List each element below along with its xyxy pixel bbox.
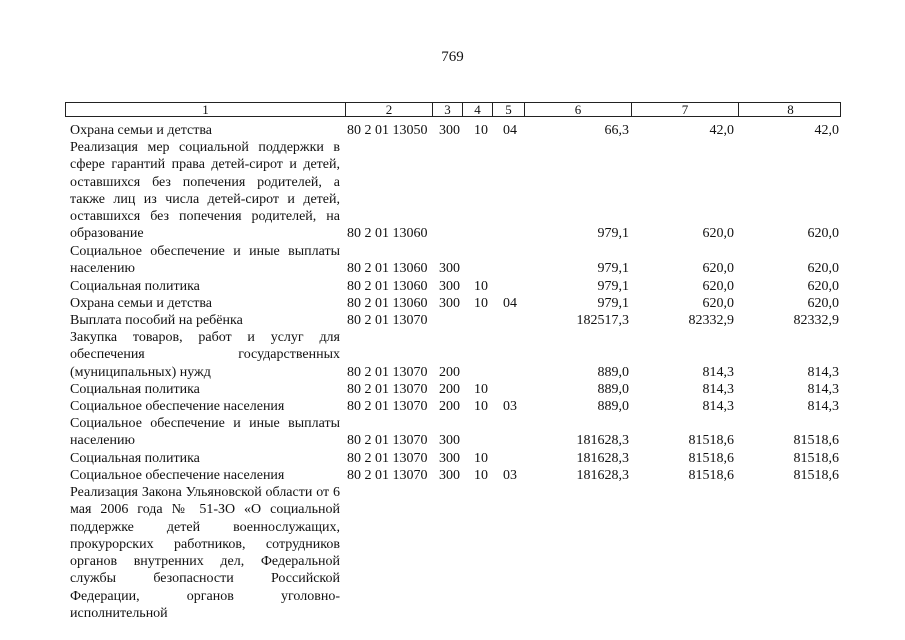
row-vr: 300 bbox=[439, 279, 460, 294]
row-name: Социальное обеспечение населения bbox=[70, 468, 285, 483]
row-code: 80 2 01 13060 bbox=[347, 279, 428, 294]
row-vr: 200 bbox=[439, 365, 460, 380]
row-name: Закупка товаров, работ и услуг для обеспечения государственных (муниципальных) нужд bbox=[70, 330, 340, 380]
header-col-6: 6 bbox=[525, 103, 632, 116]
row-vr: 300 bbox=[439, 296, 460, 311]
row-col8: 620,0 bbox=[807, 261, 839, 276]
table-body bbox=[0, 122, 905, 622]
row-col8: 620,0 bbox=[807, 279, 839, 294]
row-vr: 300 bbox=[439, 451, 460, 466]
row-name: Социальная политика bbox=[70, 382, 200, 397]
row-pr: 03 bbox=[503, 399, 517, 414]
row-col8: 620,0 bbox=[807, 226, 839, 241]
row-vr: 300 bbox=[439, 433, 460, 448]
row-rz: 10 bbox=[474, 382, 488, 397]
row-name: Социальное обеспечение населения bbox=[70, 399, 285, 414]
row-code: 80 2 01 13070 bbox=[347, 365, 428, 380]
table-row bbox=[0, 243, 905, 278]
row-col8: 620,0 bbox=[807, 296, 839, 311]
table-row bbox=[0, 398, 905, 415]
row-col7: 620,0 bbox=[702, 261, 734, 276]
table-row bbox=[0, 278, 905, 295]
row-rz: 10 bbox=[474, 279, 488, 294]
table-row bbox=[0, 122, 905, 139]
row-col6: 889,0 bbox=[597, 382, 629, 397]
row-rz: 10 bbox=[474, 123, 488, 138]
row-col8: 81518,6 bbox=[793, 468, 839, 483]
header-col-1: 1 bbox=[66, 103, 346, 116]
table-row bbox=[0, 467, 905, 484]
table-header bbox=[65, 102, 841, 117]
row-vr: 300 bbox=[439, 468, 460, 483]
row-col6: 182517,3 bbox=[576, 313, 629, 328]
row-name: Выплата пособий на ребёнка bbox=[70, 313, 243, 328]
table-row bbox=[0, 415, 905, 450]
table-row bbox=[0, 139, 905, 243]
header-col-5: 5 bbox=[493, 103, 525, 116]
row-col7: 814,3 bbox=[702, 382, 734, 397]
row-col6: 979,1 bbox=[597, 226, 629, 241]
header-col-8: 8 bbox=[787, 102, 794, 117]
row-code: 80 2 01 13060 bbox=[347, 226, 428, 241]
row-col6: 66,3 bbox=[604, 123, 629, 138]
row-name: Охрана семьи и детства bbox=[70, 296, 212, 311]
row-vr: 200 bbox=[439, 399, 460, 414]
row-vr: 200 bbox=[439, 382, 460, 397]
row-col7: 814,3 bbox=[702, 365, 734, 380]
row-col6: 181628,3 bbox=[576, 433, 629, 448]
row-col8: 814,3 bbox=[807, 382, 839, 397]
row-col7: 81518,6 bbox=[688, 451, 734, 466]
table-row bbox=[0, 484, 905, 622]
row-name: Социальная политика bbox=[70, 279, 200, 294]
row-col7: 620,0 bbox=[702, 279, 734, 294]
row-pr: 04 bbox=[503, 296, 517, 311]
row-code: 80 2 01 13070 bbox=[347, 313, 428, 328]
row-col6: 979,1 bbox=[597, 296, 629, 311]
row-code: 80 2 01 13060 bbox=[347, 296, 428, 311]
row-code: 80 2 01 13070 bbox=[347, 468, 428, 483]
row-vr: 300 bbox=[439, 261, 460, 276]
row-rz: 10 bbox=[474, 468, 488, 483]
row-col7: 81518,6 bbox=[688, 468, 734, 483]
row-name: Социальное обеспечение и иные выплаты населению bbox=[70, 244, 340, 277]
row-code: 80 2 01 13070 bbox=[347, 433, 428, 448]
row-name: Охрана семьи и детства bbox=[70, 123, 212, 138]
row-col6: 181628,3 bbox=[576, 468, 629, 483]
row-col6: 979,1 bbox=[597, 279, 629, 294]
row-col6: 979,1 bbox=[597, 261, 629, 276]
row-col7: 81518,6 bbox=[688, 433, 734, 448]
page-number: 769 bbox=[441, 49, 464, 65]
row-col8: 42,0 bbox=[814, 123, 839, 138]
row-rz: 10 bbox=[474, 399, 488, 414]
row-pr: 03 bbox=[503, 468, 517, 483]
row-rz: 10 bbox=[474, 296, 488, 311]
table-row bbox=[0, 450, 905, 467]
row-name: Социальное обеспечение и иные выплаты населению bbox=[70, 416, 340, 449]
row-code: 80 2 01 13070 bbox=[347, 399, 428, 414]
row-col7: 42,0 bbox=[709, 123, 734, 138]
row-code: 80 2 01 13070 bbox=[347, 451, 428, 466]
table-row bbox=[0, 329, 905, 381]
row-col7: 620,0 bbox=[702, 226, 734, 241]
table-row bbox=[0, 312, 905, 329]
row-name: Реализация Закона Ульяновской области от 6 мая 2006 года № 51-ЗО «О социальной поддержке детей военнослужащих, прокурорских работников, сотрудников органов внутренних дел, Федеральной службы безопасности Российской Федерации, органов уголовно-исполнительной bbox=[70, 485, 340, 622]
row-rz: 10 bbox=[474, 451, 488, 466]
row-col8: 81518,6 bbox=[793, 451, 839, 466]
row-col6: 889,0 bbox=[597, 365, 629, 380]
row-code: 80 2 01 13070 bbox=[347, 382, 428, 397]
row-col6: 889,0 bbox=[597, 399, 629, 414]
row-code: 80 2 01 13060 bbox=[347, 261, 428, 276]
row-col7: 82332,9 bbox=[688, 313, 734, 328]
header-col-7: 7 bbox=[632, 103, 739, 116]
row-col8: 814,3 bbox=[807, 365, 839, 380]
row-pr: 04 bbox=[503, 123, 517, 138]
row-code: 80 2 01 13050 bbox=[347, 123, 428, 138]
row-col6: 181628,3 bbox=[576, 451, 629, 466]
row-col8: 82332,9 bbox=[793, 313, 839, 328]
header-col-3: 3 bbox=[433, 103, 463, 116]
row-vr: 300 bbox=[439, 123, 460, 138]
header-col-4: 4 bbox=[463, 103, 493, 116]
table-row bbox=[0, 295, 905, 312]
row-col7: 814,3 bbox=[702, 399, 734, 414]
table-row bbox=[0, 381, 905, 398]
row-col8: 814,3 bbox=[807, 399, 839, 414]
row-col7: 620,0 bbox=[702, 296, 734, 311]
row-col8: 81518,6 bbox=[793, 433, 839, 448]
row-name: Реализация мер социальной поддержки в сфере гарантий права детей-сирот и детей, оставшихся без попечения родителей, а также лиц из числа детей-сирот и детей, оставшихся без попечения родителей, на образование bbox=[70, 140, 340, 242]
header-col-2: 2 bbox=[346, 103, 433, 116]
row-name: Социальная политика bbox=[70, 451, 200, 466]
